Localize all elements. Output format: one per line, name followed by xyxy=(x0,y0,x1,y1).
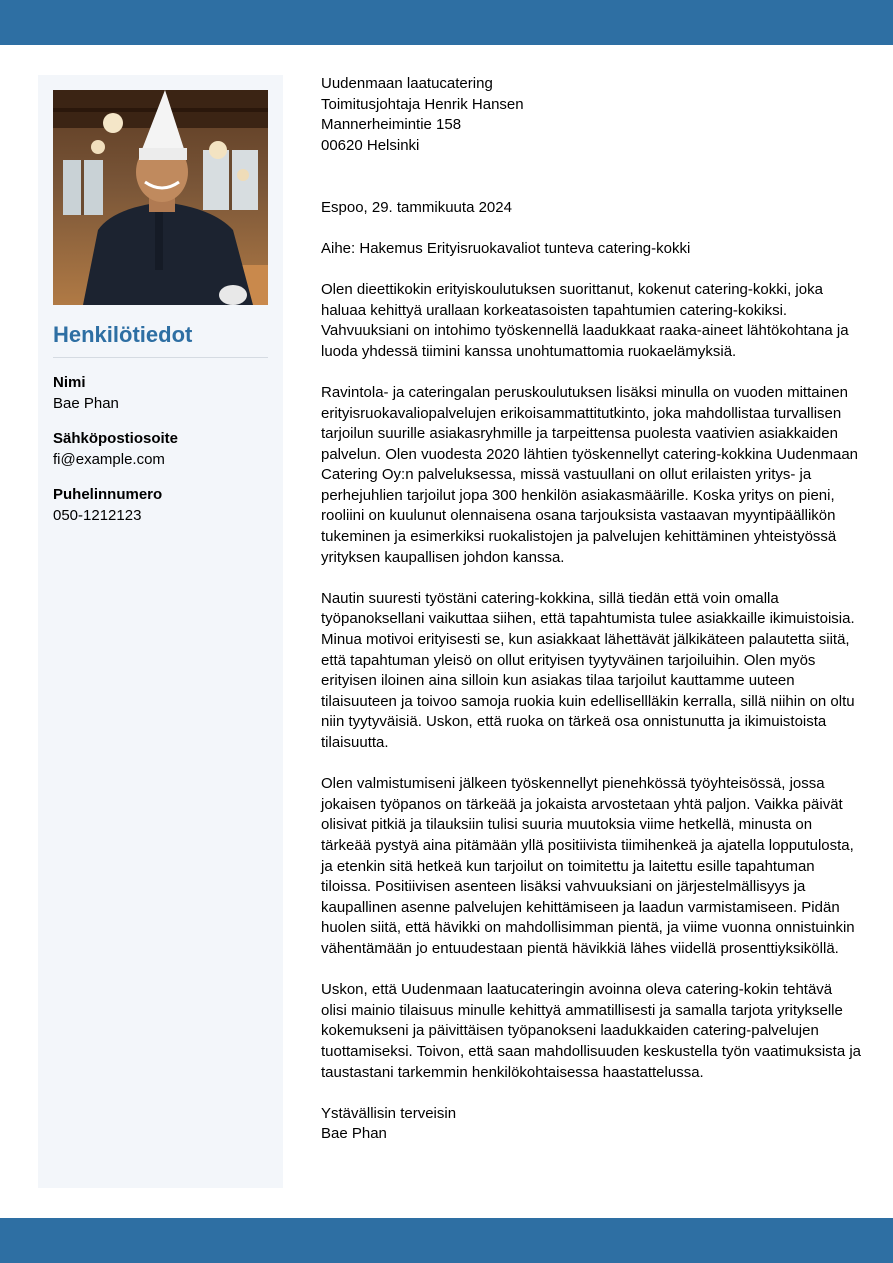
info-name xyxy=(53,373,268,414)
info-label: Sähköpostiosoite xyxy=(53,430,179,447)
recipient-city: 00620 Helsinki xyxy=(321,136,420,154)
letter-signature: Bae Phan xyxy=(321,1125,387,1143)
letter-paragraph: Olen dieettikokin erityiskoulutuksen suorittanut, kokenut catering-kokki, joka haluaa kehittyä urallaan korkeatasoisten tapahtumien catering-kokiksi. Vahvuuksiani on intohimo työskennellä laadukkaat raaka-aineet lähtökohtana ja luoda yhdessä tiimini kanssa unohtumattomia ruokaelämyksiä. xyxy=(321,280,849,360)
letter-subject: Aihe: Hakemus Erityisruokavaliot tunteva catering-kokki xyxy=(321,239,691,257)
info-label: Nimi xyxy=(53,374,86,391)
recipient-company: Uudenmaan laatucatering xyxy=(321,75,493,92)
recipient-block xyxy=(321,74,861,156)
letter-place-date: Espoo, 29. tammikuuta 2024 xyxy=(321,198,512,216)
recipient-street: Mannerheimintie 158 xyxy=(321,116,462,134)
footer-band xyxy=(0,1218,893,1263)
letter-paragraph: Olen valmistumiseni jälkeen työskennellyt pienehkössä työyhteisössä, jossa jokaisen työpanos on tärkeää ja jokaista arvostetaan yhtä paljon. Vaikka päivät olisivat pitkiä ja tilauksiin tulisi suuria muutoksia viime hetkellä, minusta on tärkeää pystyä aina pitämään yllä positiivista tiimihenkeä ja ajatella lopputulosta, ja etenkin sitä hetkeä kun tarjoilut on toimitettu ja laitettu esille tapahtuman tiloissa. Positiivisen asenteen lisäksi vahvuuksiani on järjestelmällisyys ja kaupallinen asenne palvelujen kehittämiseen ja laadun varmistamiseen. Pidän huolen siitä, että hävikki on mahdollisimman pientä, ja viime vuonna onnistuinkin vähentämään jo entuudestaan pientä hävikkiä lähes viidellä prosenttiyksiköllä. xyxy=(321,775,855,957)
info-value: fi@example.com xyxy=(53,450,165,468)
sidebar xyxy=(38,75,283,1188)
header-band xyxy=(0,0,893,45)
recipient-contact: Toimitusjohtaja Henrik Hansen xyxy=(321,95,524,113)
letter-paragraph: Ravintola- ja cateringalan peruskoulutuksen lisäksi minulla on vuoden mittainen erityisruokavaliopalvelujen erikoisammattitutkinto, joka mahdollistaa turvallisen tarjoilun suurille asiakasryhmille ja tarpeittensa puolesta vaativien asiakkaiden palvelun. Olen vuodesta 2020 lähtien työskennellyt catering-kokkina Uudenmaan Catering Oy:n palveluksessa, missä vastuullani on ollut erilaisten yritys- ja perhejuhlien tarjoilut jopa 300 henkilön asiakasmäärille. Koska yritys on pieni, rooliini on kuulunut olennaisena osana tarjouksista vastaavan myyntipäällikön tukeminen ja esimerkiksi ruokalistojen ja palvelujen kehittäminen yhteistyössä yrityksen kaupallisen johdon kanssa. xyxy=(321,383,859,566)
section-heading-personal-info: Henkilötiedot xyxy=(53,322,193,347)
letter-paragraph: Uskon, että Uudenmaan laatucateringin avoinna oleva catering-kokin tehtävä olisi mainio tilaisuus minulle kehittyä ammatillisesti ja samalla tarjota yritykselle kokemukseni ja päivittäisen työpanokseni laadukkaiden catering-palvelujen tuottamiseksi. Toivon, että saan mahdollisuuden keskustella työn vaatimuksista ja taustastani tarkemmin henkilökohtaisessa haastattelussa. xyxy=(321,981,862,1081)
letter-closing: Ystävällisin terveisin xyxy=(321,1104,457,1122)
section-divider xyxy=(53,357,268,358)
letter-paragraph: Nautin suuresti työstäni catering-kokkina, sillä tiedän että voin omalla työpanoksellani vaikuttaa siihen, että tapahtumista tulee asiakkaille ikimuistoisia. Minua motivoi erityisesti se, kun asiakkaat lähettävät jälkikäteen palautetta siitä, että tapahtuman yleisö on ollut erityisen tyytyväinen tarjoiluihin. Olen myös erityisen iloinen aina silloin kun asiakas tilaa tarjoilut kauttamme uuteen tilaisuuteen ja toivoo samoja ruokia kuin edellisellläkin kerralla, sillä niihin on oltu niin tyytyväisiä. Uskon, että ruoka on tärkeä osa onnistunutta ja ikimuistoista tilaisuutta. xyxy=(321,589,855,751)
info-email xyxy=(53,429,268,470)
info-phone xyxy=(53,485,268,526)
info-value: Bae Phan xyxy=(53,394,119,412)
letter-body xyxy=(321,74,861,1145)
info-label: Puhelinnumero xyxy=(53,486,163,503)
info-value: 050-1212123 xyxy=(53,506,142,524)
profile-photo xyxy=(53,90,268,305)
